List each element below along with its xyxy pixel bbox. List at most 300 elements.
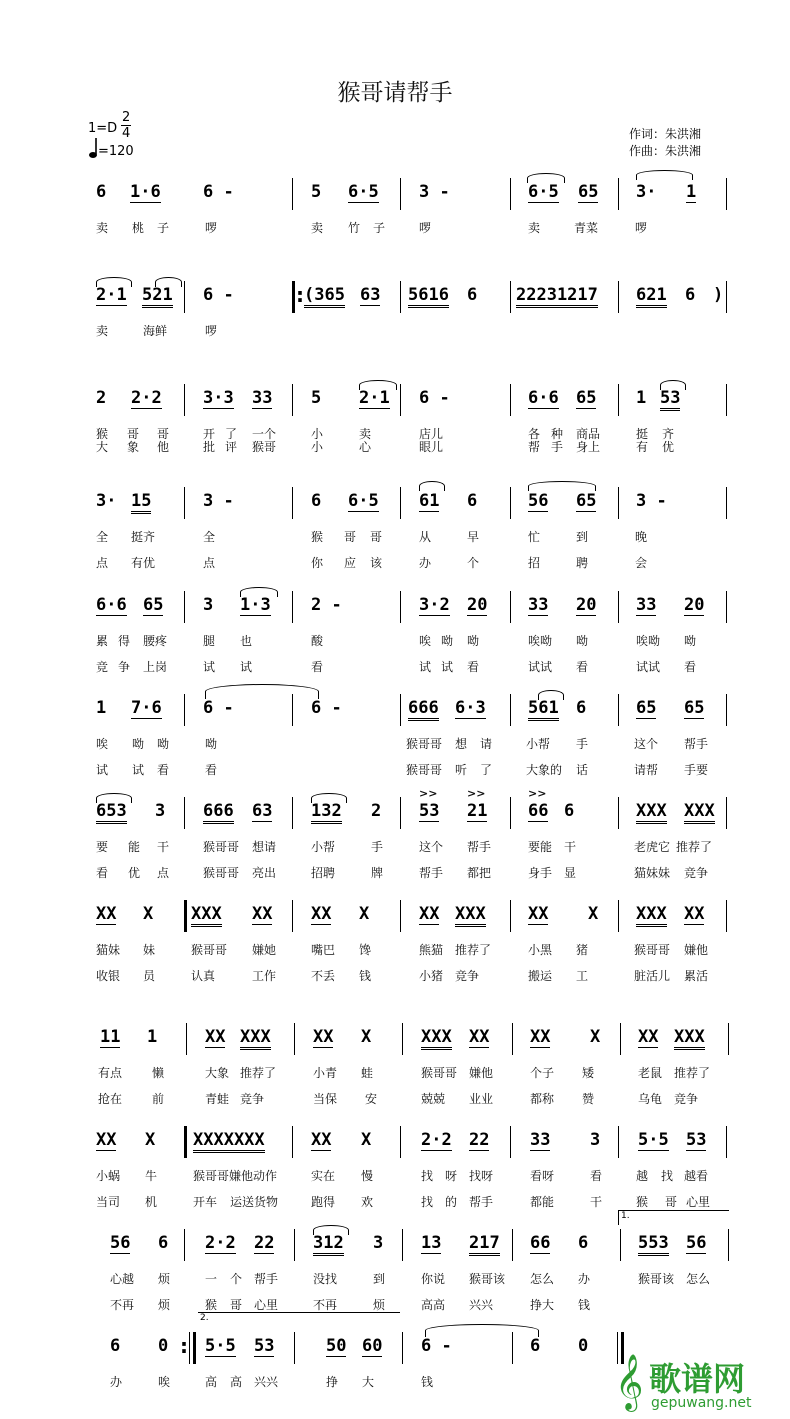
note-row	[0, 382, 790, 422]
note-group: 553	[638, 1233, 669, 1256]
lyric: 找	[421, 1169, 434, 1183]
lyric: 抢在	[98, 1092, 123, 1106]
note-group: 65	[684, 698, 705, 718]
note-group: 5·5	[205, 1336, 236, 1356]
barline	[400, 797, 401, 829]
lyric: 腿	[203, 634, 216, 648]
note-group: 60	[362, 1336, 383, 1356]
barline	[184, 694, 185, 726]
lyric: 腰疼	[143, 634, 168, 648]
note-group: 621	[636, 285, 667, 308]
note-group: 6	[685, 285, 696, 305]
slur	[359, 380, 397, 390]
note-group: 22231217	[516, 285, 598, 308]
lyric: 的	[445, 1195, 458, 1209]
lyric: 工	[576, 969, 589, 983]
lyric: 慢	[361, 1169, 374, 1183]
lyric: 猴哥哥	[421, 1066, 458, 1080]
lyric: 小猪	[419, 969, 444, 983]
lyric: 兢兢	[421, 1092, 446, 1106]
note-group: 132	[311, 801, 342, 824]
note-group: XX	[528, 904, 549, 924]
lyric: 大	[96, 440, 109, 454]
lyric: 一个	[252, 427, 277, 441]
barline	[726, 487, 727, 519]
key-signature: 1=D	[88, 121, 118, 136]
lyric: 竞争	[455, 969, 480, 983]
note-group: 65	[636, 698, 657, 718]
tie	[205, 684, 319, 699]
barline	[294, 1229, 295, 1261]
barline	[184, 900, 187, 932]
barline	[726, 178, 727, 210]
lyric: 招	[528, 556, 541, 570]
lyric: 不再	[110, 1298, 135, 1312]
lyric: 小青	[313, 1066, 338, 1080]
lyric: 晚	[635, 530, 648, 544]
lyric: 帮手	[467, 840, 492, 854]
lyric: 这个	[419, 840, 444, 854]
lyric: 嘴巴	[311, 943, 336, 957]
note-row	[0, 1124, 790, 1164]
note-group: 6 -	[311, 698, 342, 718]
barline	[726, 281, 727, 313]
lyric: 累	[96, 634, 109, 648]
lyric: 卖	[528, 221, 541, 235]
tempo-value: =120	[98, 144, 134, 159]
barline	[726, 797, 727, 829]
lyric: 竞争	[684, 866, 709, 880]
lyric: 心里	[254, 1298, 279, 1312]
barline	[184, 1126, 187, 1158]
slur	[96, 277, 132, 287]
note-group: 53	[419, 801, 440, 821]
composer: 作曲：朱洪湘	[629, 144, 702, 158]
lyric: 桃	[132, 221, 145, 235]
note-group: 0	[578, 1336, 589, 1356]
lyric: 有	[636, 440, 649, 454]
watermark-name: 歌谱网	[649, 1360, 746, 1398]
note-group: 22	[469, 1130, 490, 1150]
treble-clef-icon: 𝄞	[615, 1354, 644, 1410]
note-group: XX	[684, 904, 705, 924]
lyric: 你	[311, 556, 324, 570]
lyric: 兴兴	[254, 1375, 279, 1389]
note-group: 6	[158, 1233, 169, 1253]
lyric: 脏活儿	[634, 969, 671, 983]
barline	[292, 384, 293, 416]
lyrics-verse-2	[0, 1193, 790, 1211]
note-group: 6 -	[203, 182, 234, 202]
note-group: 3	[590, 1130, 601, 1150]
note-group: 521	[142, 285, 173, 308]
barline	[620, 1229, 621, 1261]
lyrics-verse-1	[0, 735, 790, 753]
note-row	[0, 692, 790, 732]
lyric: 猫妹	[96, 943, 121, 957]
lyric: 小帮	[526, 737, 551, 751]
barline	[400, 178, 401, 210]
lyric: 小	[311, 440, 324, 454]
repeat-end-barline	[193, 1332, 196, 1364]
lyric: 了	[225, 427, 238, 441]
note-row	[0, 1227, 790, 1267]
time-numerator: 2	[122, 110, 131, 125]
lyric: 试	[441, 660, 454, 674]
barline	[510, 384, 511, 416]
note-group: X	[361, 1130, 372, 1150]
lyric: 有优	[131, 556, 156, 570]
lyric: 忙	[528, 530, 541, 544]
barline	[618, 797, 619, 829]
lyric: 怎么	[686, 1272, 711, 1286]
barline	[292, 900, 293, 932]
lyric: 当司	[96, 1195, 121, 1209]
lyric: 手	[371, 840, 384, 854]
lyric: 哥	[157, 427, 170, 441]
lyric: 没找	[313, 1272, 338, 1286]
lyric: 猴哥该	[469, 1272, 506, 1286]
note-group: XX	[419, 904, 440, 924]
second-ending-label: 2.	[200, 1313, 209, 1323]
note-group: XX	[530, 1027, 551, 1047]
lyric: 牌	[371, 866, 384, 880]
note-group: 2	[96, 388, 107, 408]
lyric: 唉	[96, 737, 109, 751]
lyric: 嫌他	[469, 1066, 494, 1080]
note-group: XX	[311, 904, 332, 924]
lyric: 应	[344, 556, 357, 570]
note-group: 5616	[408, 285, 449, 308]
note-group: 21	[467, 801, 488, 821]
note-group: 65	[576, 388, 597, 408]
lyric: 办	[578, 1272, 591, 1286]
lyric: 推荐了	[455, 943, 492, 957]
note-group: 56	[110, 1233, 131, 1253]
lyric: 试	[96, 763, 109, 777]
lyric: 全	[96, 530, 109, 544]
lyric: 优	[128, 866, 141, 880]
lyric: 嫌他	[684, 943, 709, 957]
note-group: X	[361, 1027, 372, 1047]
lyrics-verse-1	[0, 528, 790, 546]
note-row	[0, 787, 790, 835]
note-group: XXX	[674, 1027, 705, 1050]
note-group: 6 -	[203, 698, 234, 718]
lyric: 猪	[576, 943, 589, 957]
lyric: 认真	[191, 969, 216, 983]
barline	[184, 384, 185, 416]
lyric: 早	[467, 530, 480, 544]
barline	[510, 694, 511, 726]
note-group: 63	[252, 801, 273, 821]
note-group: 1	[147, 1027, 158, 1047]
lyric: 帮	[528, 440, 541, 454]
repeat-dots: :	[296, 283, 304, 307]
lyric: 累活	[684, 969, 709, 983]
lyric: 优	[662, 440, 675, 454]
lyric: 烦	[158, 1272, 171, 1286]
barline	[726, 900, 727, 932]
note-group: 3	[373, 1233, 384, 1253]
slur	[636, 170, 693, 180]
barline	[512, 1229, 513, 1261]
lyric: 干	[564, 840, 577, 854]
note-group: 3·	[636, 182, 657, 202]
note-group: 65	[578, 182, 599, 202]
barline	[620, 1023, 621, 1055]
lyric: 卖	[96, 324, 109, 338]
note-group: 2	[371, 801, 382, 821]
note-group: XXX	[636, 904, 667, 927]
watermark-url: gepuwang.net	[651, 1395, 752, 1411]
lyric: 试	[419, 660, 432, 674]
tempo-marking	[88, 137, 134, 159]
lyric: 看	[96, 866, 109, 880]
lyric: 猴哥哥	[634, 943, 671, 957]
note-group: XX	[311, 1130, 332, 1150]
lyric: 商品	[576, 427, 601, 441]
note-group: 6	[311, 491, 322, 511]
lyric: 点	[203, 556, 216, 570]
note-group: 6	[578, 1233, 589, 1253]
note-group: 3·2	[419, 595, 450, 615]
lyric: 试	[203, 660, 216, 674]
lyric: 干	[590, 1195, 603, 1209]
lyric: 馋	[359, 943, 372, 957]
lyric: 烦	[158, 1298, 171, 1312]
lyrics-verse-1	[0, 1167, 790, 1185]
lyric: 猴哥哥	[203, 866, 240, 880]
lyric: 竞争	[674, 1092, 699, 1106]
lyric: 小蜗	[96, 1169, 121, 1183]
note-group: 6	[467, 491, 478, 511]
repeat-dots: :	[180, 1334, 188, 1358]
note-group: 53	[660, 388, 680, 411]
lyric: 帮手	[254, 1272, 279, 1286]
note-row	[0, 898, 790, 938]
slur	[528, 481, 596, 491]
lyric: 子	[373, 221, 386, 235]
lyric: 哥	[344, 530, 357, 544]
note-group: 53	[686, 1130, 707, 1150]
note-group: 6 -	[421, 1336, 452, 1356]
barline	[510, 281, 511, 313]
lyric: 身手	[528, 866, 553, 880]
lyric: 啰	[635, 221, 648, 235]
slur	[240, 587, 278, 597]
note-group: 653	[96, 801, 127, 824]
note-group: XXX	[191, 904, 222, 927]
lyric: 挺	[636, 427, 649, 441]
note-group: 666	[408, 698, 439, 721]
slur	[660, 380, 686, 390]
note-group: XX	[96, 1130, 117, 1150]
lyric: 钱	[421, 1375, 434, 1389]
lyric: 蛙	[361, 1066, 374, 1080]
lyric: 啰	[419, 221, 432, 235]
quarter-note-icon	[88, 137, 98, 159]
lyric: 上岗	[143, 660, 168, 674]
lyric: 猴哥	[252, 440, 277, 454]
note-group: 65	[143, 595, 164, 615]
note-group: 1·3	[240, 595, 271, 615]
lyrics-verse-2	[0, 658, 790, 676]
lyric: 想	[455, 737, 468, 751]
lyric: 看	[590, 1169, 603, 1183]
note-group: X	[588, 904, 599, 924]
barline	[184, 281, 185, 313]
lyric: 唉呦	[636, 634, 661, 648]
lyric: 机	[145, 1195, 158, 1209]
note-group: 56	[528, 491, 549, 511]
lyric: 该	[370, 556, 383, 570]
note-group: 6·5	[348, 182, 379, 202]
lyrics-verse-1	[0, 941, 790, 959]
lyric: 了	[480, 763, 493, 777]
lyric: 看	[467, 660, 480, 674]
note-group: XXXXXXX	[193, 1130, 265, 1153]
lyric: 请帮	[634, 763, 659, 777]
lyric: 呦	[467, 634, 480, 648]
watermark-logo	[613, 1354, 763, 1414]
lyric: 手	[576, 737, 589, 751]
lyric: 挣	[326, 1375, 339, 1389]
lyric: 安	[365, 1092, 378, 1106]
lyric: 卖	[311, 221, 324, 235]
lyric: 从	[419, 530, 432, 544]
lyric: 呦	[205, 737, 218, 751]
lyric: 一	[205, 1272, 218, 1286]
lyric: 呦	[157, 737, 170, 751]
lyric: 熊猫	[419, 943, 444, 957]
lyric: 猴哥哥	[406, 737, 443, 751]
lyric: 得	[118, 634, 131, 648]
lyric: 大象的	[526, 763, 563, 777]
slur	[313, 1225, 349, 1235]
lyric: 看	[684, 660, 697, 674]
barline	[400, 281, 401, 313]
lyric: 店儿	[419, 427, 444, 441]
lyric: 欢	[361, 1195, 374, 1209]
lyric: 卖	[359, 427, 372, 441]
note-group: XX	[252, 904, 273, 924]
lyric: 想请	[252, 840, 277, 854]
lyric: 个	[230, 1272, 243, 1286]
note-group: XX	[469, 1027, 490, 1047]
lyric: 请	[480, 737, 493, 751]
barline	[618, 900, 619, 932]
lyric: 猴	[311, 530, 324, 544]
lyric: 呦	[132, 737, 145, 751]
note-group: 3	[203, 595, 214, 615]
lyric: 海鲜	[143, 324, 168, 338]
lyric: 当保	[313, 1092, 338, 1106]
lyrics-verse-2	[0, 761, 790, 779]
lyric: 猴哥哥	[406, 763, 443, 777]
lyric: 哥	[665, 1195, 678, 1209]
barline	[184, 591, 185, 623]
lyric: 小帮	[311, 840, 336, 854]
slur	[311, 793, 347, 803]
barline	[510, 797, 511, 829]
lyric: 批	[203, 440, 216, 454]
barline	[618, 178, 619, 210]
lyric: 要	[96, 840, 109, 854]
lyric: 子	[157, 221, 170, 235]
lyric: 试	[240, 660, 253, 674]
lyric: 到	[576, 530, 589, 544]
lyric: 高	[205, 1375, 218, 1389]
note-group: 2 -	[311, 595, 342, 615]
note-row	[0, 1021, 790, 1061]
lyric: 争	[118, 660, 131, 674]
note-group: 20	[684, 595, 705, 615]
lyric: 老鼠	[638, 1066, 663, 1080]
note-group: 6·5	[528, 182, 559, 202]
note-group: 6·6	[96, 595, 127, 615]
note-group: XX	[205, 1027, 226, 1047]
lyric: 呦	[684, 634, 697, 648]
accent-mark: >>	[528, 787, 547, 800]
slur	[538, 690, 564, 700]
lyric: 个子	[530, 1066, 555, 1080]
lyric: 懒	[152, 1066, 165, 1080]
lyric: 老虎它	[634, 840, 671, 854]
lyric: 心里	[686, 1195, 711, 1209]
note-group: 6·6	[528, 388, 559, 408]
note-group: 56	[686, 1233, 707, 1253]
barline	[402, 1332, 403, 1364]
barline	[402, 1023, 403, 1055]
lyric: 找	[421, 1195, 434, 1209]
note-group: 3 -	[419, 182, 450, 202]
note-group: 6	[110, 1336, 121, 1356]
lyric: 大象	[205, 1066, 230, 1080]
note-group: X	[145, 1130, 156, 1150]
note-group: 3	[155, 801, 166, 821]
lyric: 推荐了	[674, 1066, 711, 1080]
note-group: X	[359, 904, 370, 924]
lyric: 帮手	[419, 866, 444, 880]
note-group: 1	[96, 698, 107, 718]
note-row	[0, 279, 790, 319]
barline	[292, 797, 293, 829]
lyric: 要能	[528, 840, 553, 854]
lyric: 手要	[684, 763, 709, 777]
lyric: 青蛙	[205, 1092, 230, 1106]
lyric: 钱	[359, 969, 372, 983]
lyric: 办	[110, 1375, 123, 1389]
note-group: 6	[564, 801, 575, 821]
note-group: XXX	[455, 904, 486, 927]
lyric: 看	[205, 763, 218, 777]
accent-mark: >>	[419, 787, 438, 800]
note-group: 1	[686, 182, 697, 202]
barline	[618, 591, 619, 623]
lyric: 唉	[158, 1375, 171, 1389]
lyric: 实在	[311, 1169, 336, 1183]
note-group: XX	[638, 1027, 659, 1047]
note-group: 6·5	[348, 491, 379, 511]
note-row	[0, 589, 790, 629]
note-group: XXX	[684, 801, 715, 824]
lyric: 你说	[421, 1272, 446, 1286]
lyric: 干	[157, 840, 170, 854]
lyric: 他	[157, 440, 170, 454]
lyric: 找呀	[469, 1169, 494, 1183]
lyric: 工作	[252, 969, 277, 983]
